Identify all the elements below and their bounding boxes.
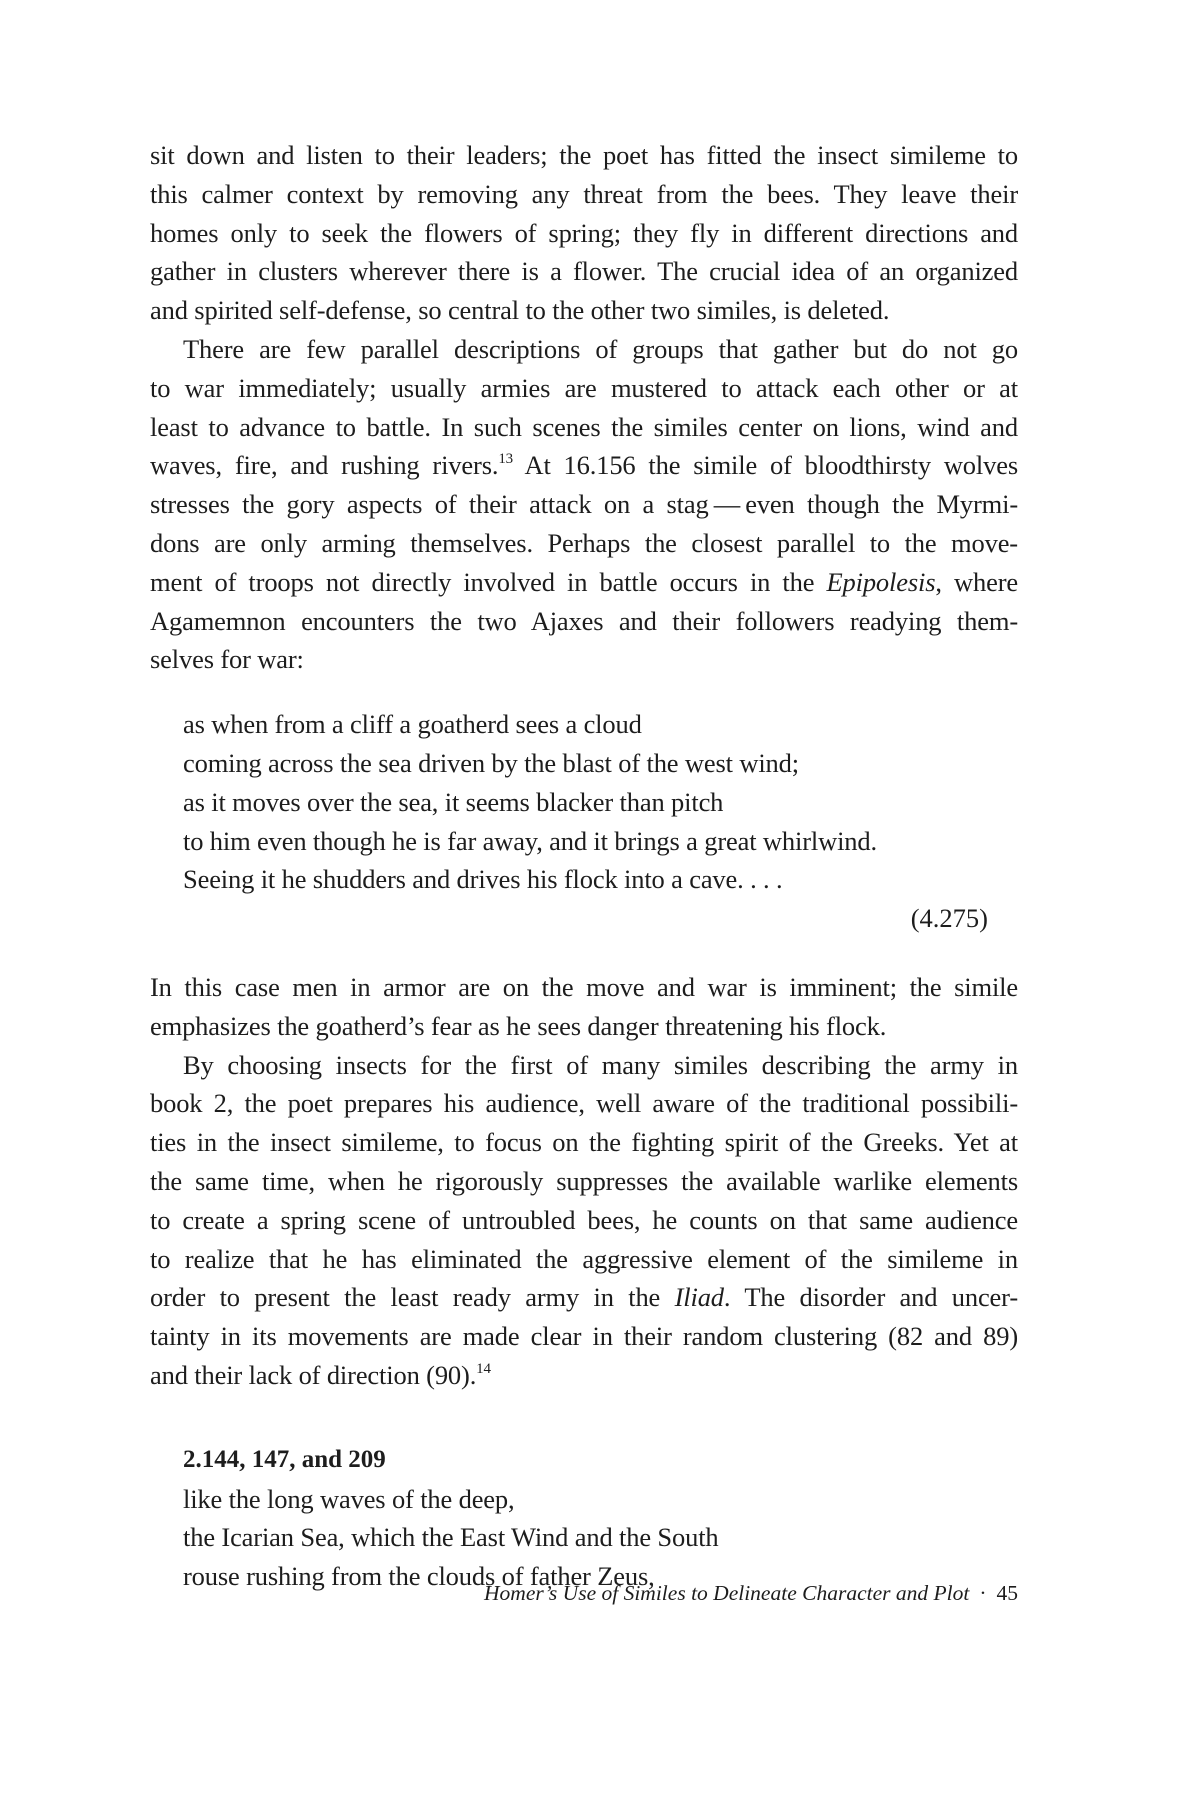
spacer xyxy=(150,679,1018,705)
text-line: gather in clusters wherever there is a flower. The crucial idea of an organized xyxy=(150,256,1018,287)
running-footer xyxy=(484,1578,1018,1608)
text-line: homes only to seek the flowers of spring; they fly in different directions and xyxy=(150,217,1018,248)
paragraph-parallel-descriptions xyxy=(150,330,1018,679)
footnote-marker-14[interactable]: 14 xyxy=(476,1360,491,1377)
text-line: ties in the insect simileme, to focus on the fighting spirit of the Greeks. Yet at xyxy=(150,1127,1018,1158)
text-segment: , where xyxy=(935,566,1019,597)
text-line: In this case men in armor are on the move and war is imminent; the simile xyxy=(150,971,1018,1002)
text-line-with-italic xyxy=(150,1278,1018,1317)
text-segment: and their lack of direction (90). xyxy=(150,1359,477,1390)
text-line: sit down and listen to their leaders; the poet has fitted the insect simileme to xyxy=(150,140,1018,170)
running-title: Homer’s Use of Similes to Delineate Character and Plot xyxy=(484,1581,970,1605)
text-line: By choosing insects for the first of many similes describing the army in xyxy=(183,1049,1018,1080)
book-page xyxy=(150,136,1018,1596)
text-segment: At 16.156 the simile of bloodthirsty wolves xyxy=(513,450,1018,481)
footnote-marker-13[interactable]: 13 xyxy=(498,451,514,468)
text-line-with-italic xyxy=(150,563,1018,602)
verse-line: to him even though he is far away, and it brings a great whirlwind. xyxy=(183,825,877,856)
text-segment: waves, fire, and rushing rivers. xyxy=(150,450,499,481)
quote-citation: (4.275) xyxy=(910,903,988,934)
verse-line: as when from a cliff a goatherd sees a cloud xyxy=(183,709,642,740)
text-line: tainty in its movements are made clear in their random clustering (82 and 89) xyxy=(150,1321,1018,1352)
text-line: and spirited self-defense, so central to the other two similes, is deleted. xyxy=(150,295,890,326)
verse-reference-heading: 2.144, 147, and 209 xyxy=(183,1445,386,1473)
text-line: to realize that he has eliminated the aggressive element of the simileme in xyxy=(150,1243,1018,1274)
text-line: dons are only arming themselves. Perhaps the closest parallel to the move- xyxy=(150,527,1018,558)
spacer xyxy=(150,1395,1018,1441)
text-line: selves for war: xyxy=(150,644,304,675)
paragraph-men-in-armor xyxy=(150,968,1018,1046)
text-line: Agamemnon encounters the two Ajaxes and their followers readying them- xyxy=(150,605,1018,636)
page-number: 45 xyxy=(996,1581,1018,1605)
text-line: There are few parallel descriptions of groups that gather but do not go xyxy=(183,333,1018,364)
verse-line: Seeing it he shudders and drives his flock into a cave. . . . xyxy=(183,864,783,895)
text-line-with-footnote xyxy=(150,1356,1018,1395)
text-line: least to advance to battle. In such scenes the similes center on lions, wind and xyxy=(150,411,1018,442)
text-segment: ment of troops not directly involved in battle occurs in the xyxy=(150,566,827,597)
paragraph-continuation xyxy=(150,136,1018,330)
text-segment: . The disorder and uncer- xyxy=(723,1282,1018,1313)
verse-line: coming across the sea driven by the blast of the west wind; xyxy=(183,747,799,778)
text-line: stresses the gory aspects of their attack on a stag — even though the Myrmi- xyxy=(150,489,1018,520)
spacer xyxy=(150,938,1018,968)
footer-separator: · xyxy=(979,1581,987,1605)
text-line: to war immediately; usually armies are mustered to attack each other or at xyxy=(150,372,1018,403)
text-line: to create a spring scene of untroubled bees, he counts on that same audience xyxy=(150,1204,1018,1235)
italic-title-iliad: Iliad xyxy=(674,1282,724,1313)
text-segment: order to present the least ready army in the xyxy=(150,1282,675,1313)
text-line: the same time, when he rigorously suppresses the available warlike elements xyxy=(150,1165,1018,1196)
verse-line: rouse rushing from the clouds of father Zeus, xyxy=(183,1561,655,1592)
italic-title-epipolesis: Epipolesis xyxy=(826,566,936,597)
verse-line: the Icarian Sea, which the East Wind and the South xyxy=(183,1522,719,1553)
paragraph-choosing-insects xyxy=(150,1046,1018,1395)
verse-line: like the long waves of the deep, xyxy=(183,1483,515,1514)
text-line: emphasizes the goatherd’s fear as he sees danger threatening his flock. xyxy=(150,1010,887,1041)
verse-line: as it moves over the sea, it seems blacker than pitch xyxy=(183,786,724,817)
block-quote-goatherd xyxy=(150,705,1018,899)
text-line: this calmer context by removing any threat from the bees. They leave their xyxy=(150,178,1018,209)
block-quote-waves xyxy=(150,1441,1018,1596)
text-line-with-footnote xyxy=(150,446,1018,485)
text-line: book 2, the poet prepares his audience, well aware of the traditional possibili- xyxy=(150,1088,1018,1119)
